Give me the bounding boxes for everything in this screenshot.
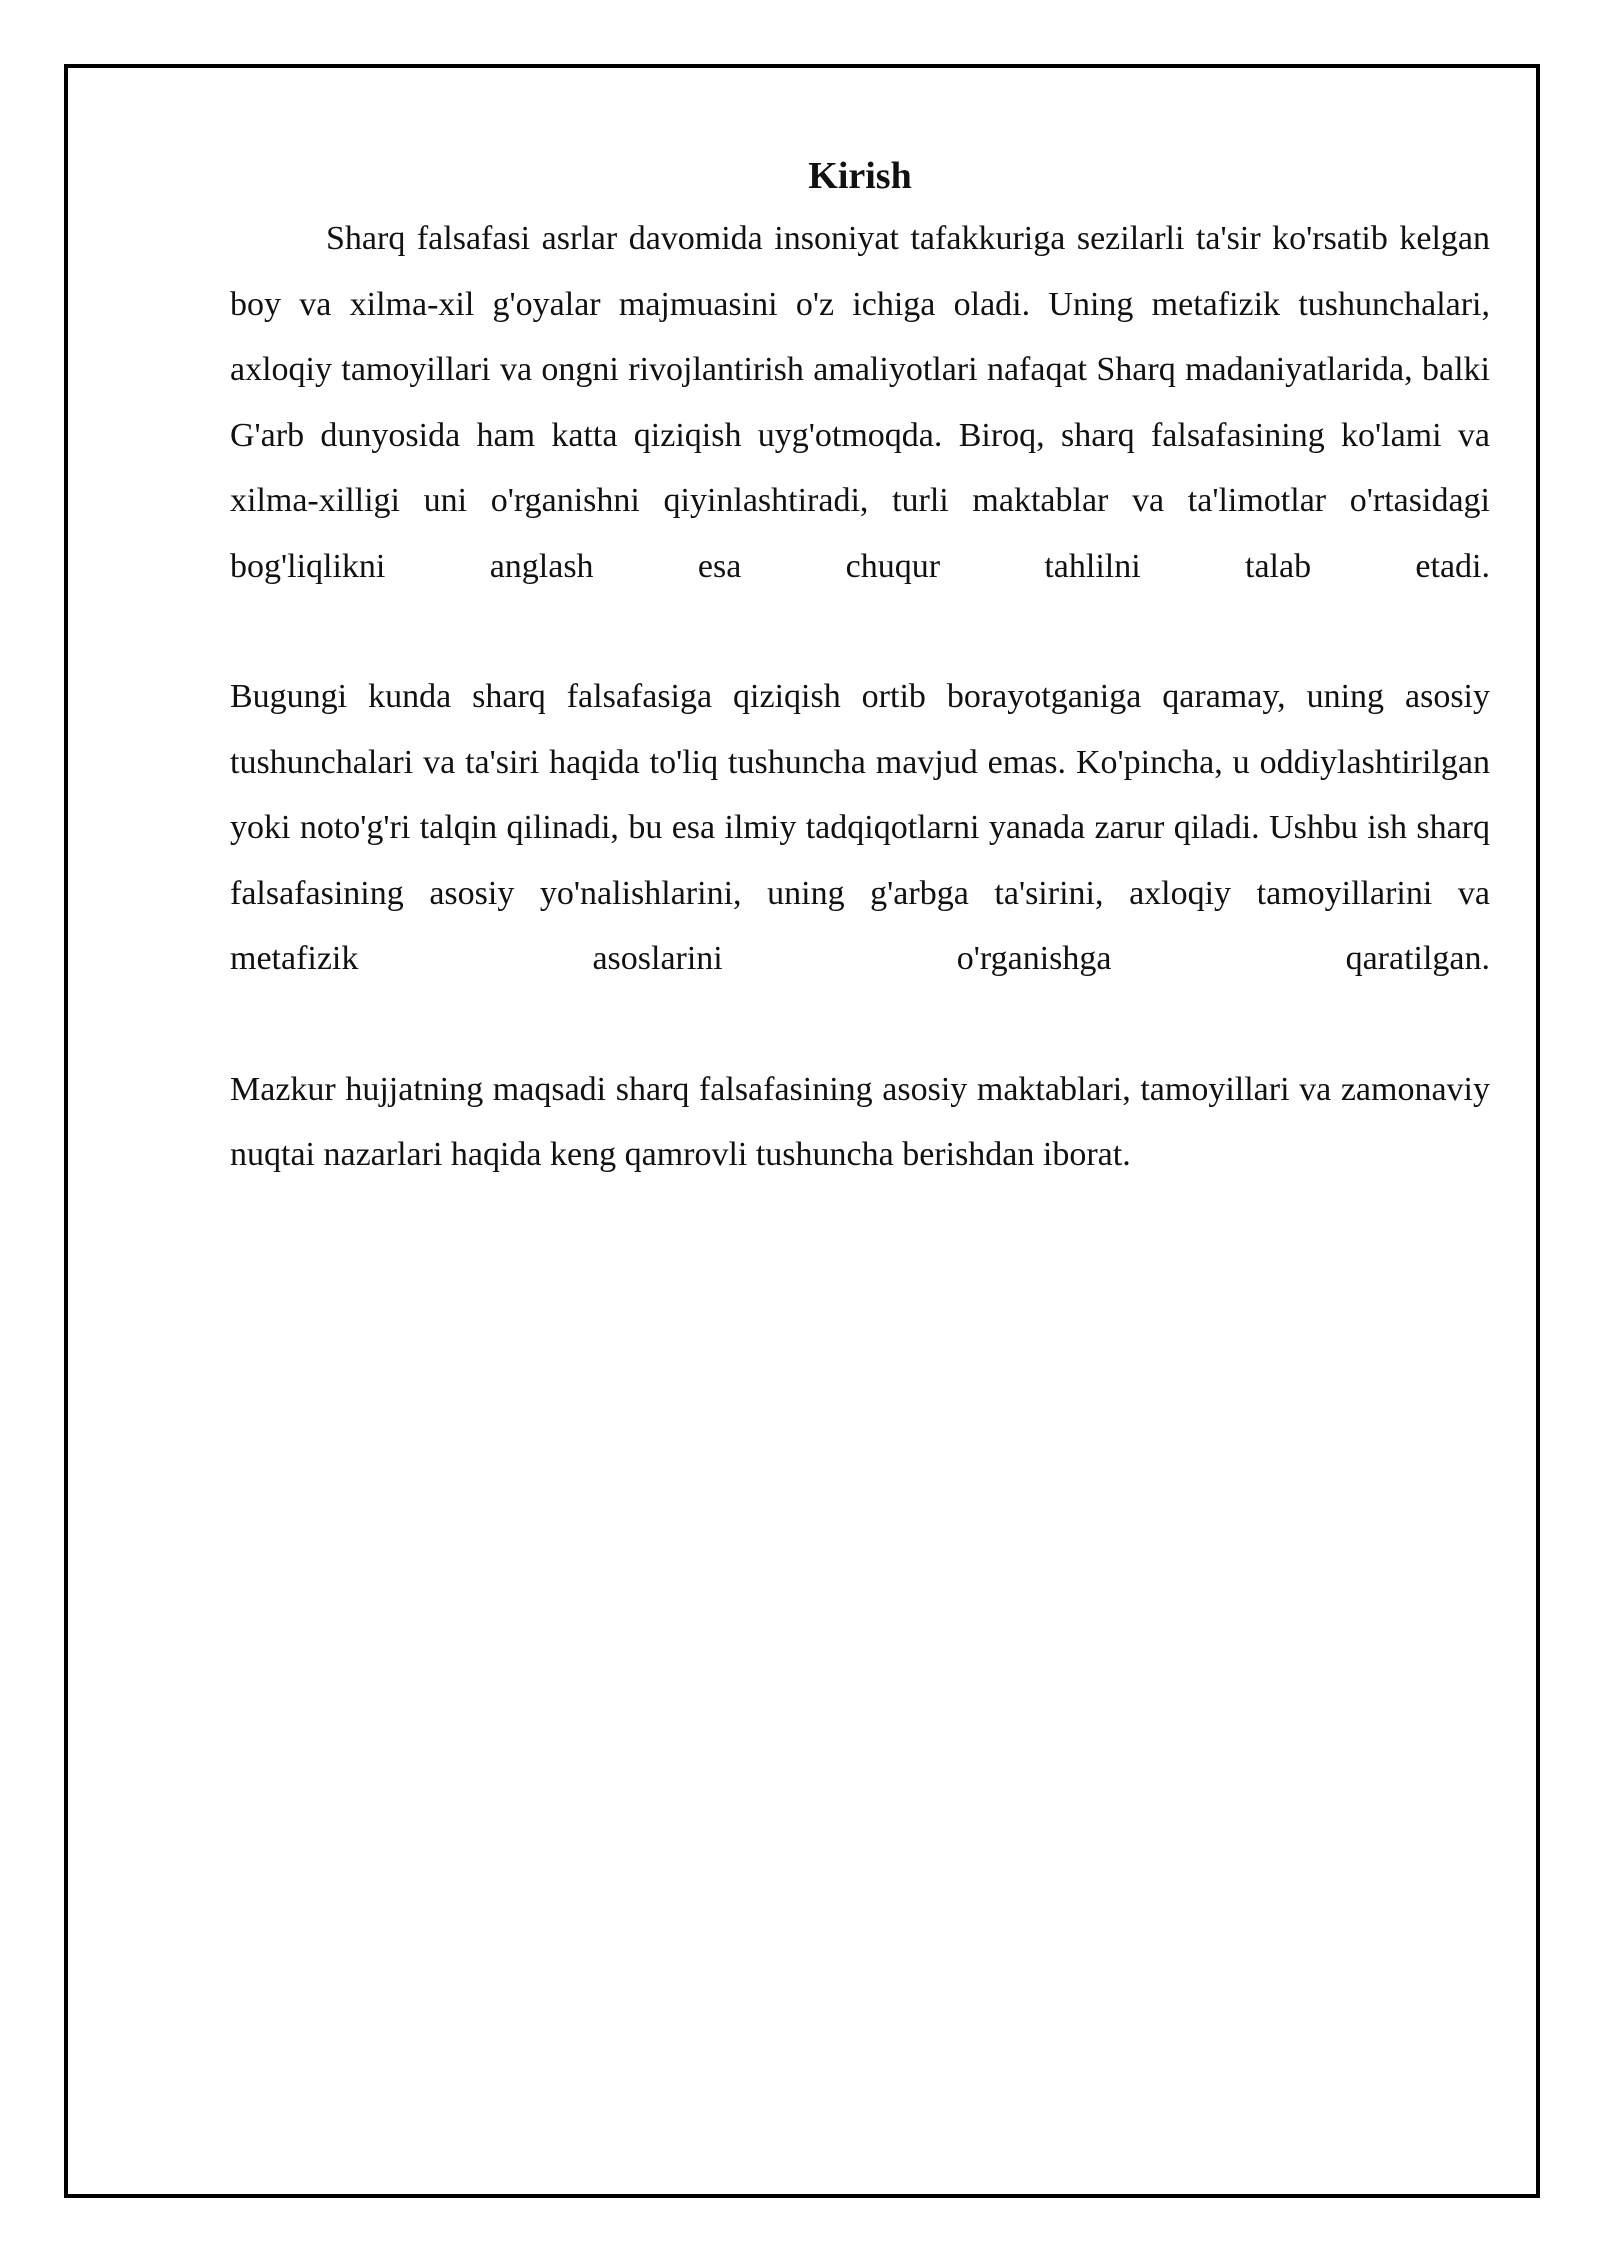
document-body: [230, 150, 1490, 1188]
paragraph-goal: Mazkur hujjatning maqsadi sharq falsafasining asosiy maktablari, tamoyillari va zamonaviy nuqtai nazarlari haqida keng qamrovli tushuncha berishdan iborat.: [230, 1070, 1490, 1173]
paragraph-spacer: [230, 992, 1490, 1057]
paragraph-intro: Sharq falsafasi asrlar davomida insoniyat tafakkuriga sezilarli ta'sir ko'rsatib kelgan boy va xilma-xil g'oyalar majmuasini o'z ichiga oladi. Uning metafizik tushunchalari, axloqiy tamoyillari va ongni rivojlantirish amaliyotlari nafaqat Sharq madaniyatlarida, balki G'arb dunyosida ham katta qiziqish uyg'otmoqda. Biroq, sharq falsafasining ko'lami va xilma-xilligi uni o'rganishni qiyinlashtiradi, turli maktablar va ta'limotlar o'rtasidagi bog'liqlikni anglash esa chuqur tahlilni talab etadi.: [230, 220, 1490, 585]
paragraph-problem: Bugungi kunda sharq falsafasiga qiziqish ortib borayotganiga qaramay, uning asosiy tushunchalari va ta'siri haqida to'liq tushuncha mavjud emas. Ko'pincha, u oddiylashtirilgan yoki noto'g'ri talqin qilinadi, bu esa ilmiy tadqiqotlarni yanada zarur qiladi. Ushbu ish sharq falsafasining asosiy yo'nalishlarini, uning g'arbga ta'sirini, axloqiy tamoyillarini va metafizik asoslarini o'rganishga qaratilgan.: [230, 678, 1490, 977]
paragraph-spacer: [230, 599, 1490, 664]
document-title: Kirish: [808, 155, 912, 197]
